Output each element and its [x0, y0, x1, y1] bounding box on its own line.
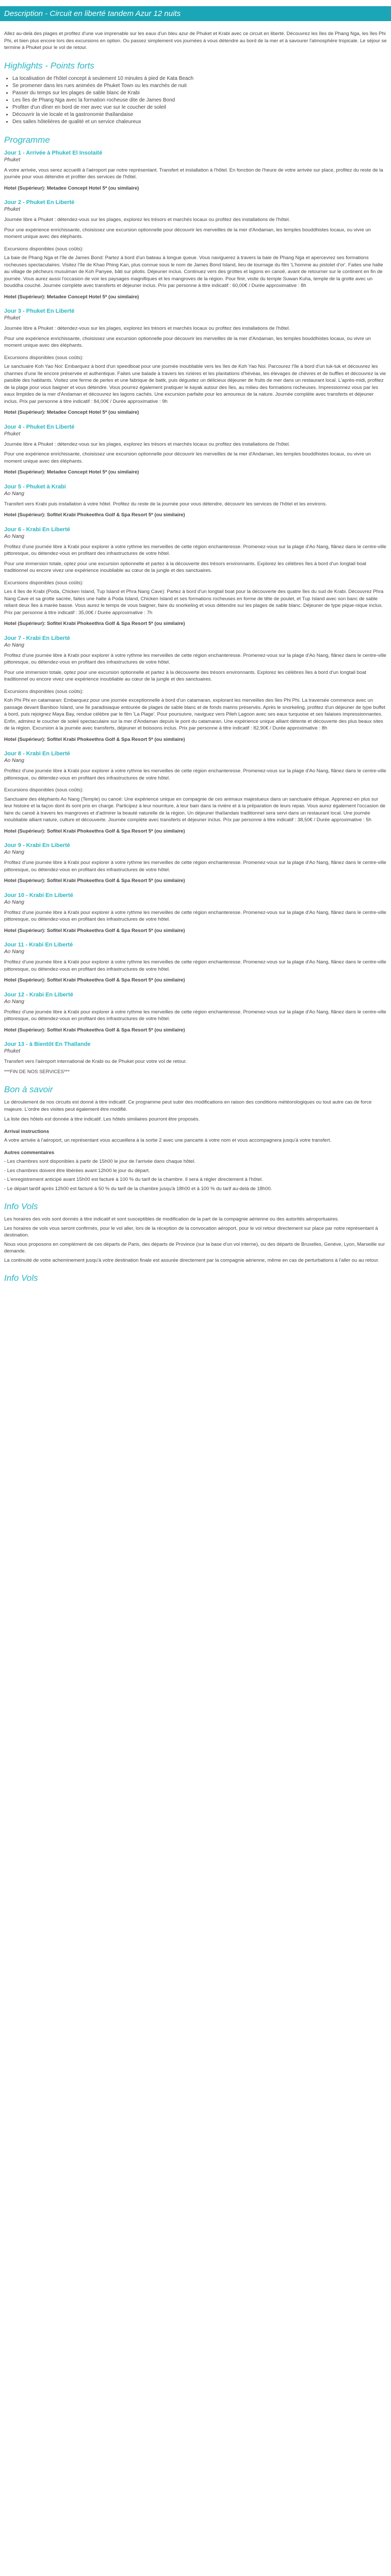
- optional-excursion-text: Koh Phi Phi en catamaran: Embarquez pour une journée exceptionnelle à bord d'un catamaran, explorant les merveilles des îles Phi Phi. La traversée commence avec un passage devant Bamboo Island, une île paradisiaque entourée de plages de sable blanc et de fonds marins préservés. Après le snorkeling, profitez d'un déjeuner de type buffet à bord, puis rejoignez Maya Bay, rendue célèbre par le film 'La Plage'. Pour poursuivre, naviguez vers Pileh Lagoon avec ses eaux turquoise et ses falaises impressionnantes. Enfin, admirez le coucher de soleil spectaculaire sur la mer d'Andaman depuis le pont du catamaran. Une expérience unique alliant détente et découverte des plus beaux sites de la région. Excursion à la journée avec transferts, déjeuner et boissons inclus. Prix par personne à titre indicatif : 82,90€ / Durée approximative : 8h: [4, 698, 385, 731]
- optional-excursions-heading: Excursions disponibles (sous coûts):: [4, 246, 84, 252]
- day-location: Ao Nang: [4, 490, 24, 497]
- hotel-line: Hotel (Supérieur): Sofitel Krabi Phokeethra Golf & Spa Resort 5* (ou similaire): [4, 878, 185, 884]
- info-vols-body: [4, 1216, 387, 1264]
- hotel-line: Hotel (Supérieur): Metadee Concept Hotel 5* (ou similaire): [4, 185, 139, 191]
- hotel-line: Hotel (Supérieur): Sofitel Krabi Phokeethra Golf & Spa Resort 5* (ou similaire): [4, 621, 185, 626]
- day-paragraph: Pour une immersion totale, optez pour une excursion optionnelle et partez à la découverte des trésors environnants. Explorez les célèbres îles à bord d'un longtail boat traditionnel ou encore vivez une expérience inoubliable au cœur de la jungle et des sanctuaires.: [4, 669, 367, 682]
- info-vols-heading: Info Vols: [4, 1201, 38, 1211]
- day-paragraph: Profitez d'une journée libre à Krabi pour explorer à votre rythme les merveilles de cette région enchanteresse. Promenez-vous sur la plage d'Ao Nang, flânez dans le centre-ville pittoresque, ou détendez-vous en profitant des infrastructures de votre hôtel.: [4, 959, 386, 972]
- highlight-item: • Les îles de Phang Nga avec la formation rocheuse dite de James Bond: [12, 97, 387, 104]
- day-location: Ao Nang: [4, 899, 24, 905]
- day-paragraph: Profitez d'une journée libre à Krabi pour explorer à votre rythme les merveilles de cette région enchanteresse. Promenez-vous sur la plage d'Ao Nang, flânez dans le centre-ville pittoresque, ou détendez-vous en profitant des infrastructures de votre hôtel.: [4, 1009, 386, 1022]
- good-to-know-paragraph: La liste des hôtels est donnée à titre indicatif. Les hôtels similaires pourront être proposés.: [4, 1116, 200, 1122]
- highlights-list: [4, 75, 387, 126]
- day-paragraph: Journée libre à Phuket : détendez-vous sur les plages, explorez les trésors et marchés locaux ou profitez des installations de l'hôtel.: [4, 326, 290, 331]
- hotel-line: Hotel (Supérieur): Sofitel Krabi Phokeethra Golf & Spa Resort 5* (ou similaire): [4, 512, 185, 518]
- highlight-item: • Des salles hôtelières de qualité et un service chaleureux: [12, 118, 387, 126]
- day-paragraph: ***FIN DE NOS SERVICES***: [4, 1069, 70, 1075]
- good-to-know-heading: Bon à savoir: [4, 1084, 53, 1094]
- other-comment-item: - L'enregistrement anticipé avant 15h00 est facturé à 100 % du tarif de la chambre. Il sera à régler directement à l'hôtel.: [4, 1177, 263, 1182]
- info-vols-paragraph: La continuité de votre acheminement jusqu'à votre destination finale est assurée directement par la compagnie aérienne, même en cas de perturbations à l'aller ou au retour.: [4, 1257, 380, 1263]
- day-paragraph: A votre arrivée, vous serez accueilli à l'aéroport par notre représentant. Transfert et installation à l'hôtel. En fonction de l'heure de votre arrivée sur place, profitez du reste de la journée pour vous détendre et profiter des services de l'hôtel.: [4, 167, 383, 180]
- day-paragraph: Transfert vers l'aéroport international de Krabi ou de Phuket pour votre vol de retour.: [4, 1059, 187, 1064]
- day-paragraph: Pour une expérience enrichissante, choisissez une excursion optionnelle pour découvrir les merveilles de la mer d'Andaman, les temples bouddhistes locaux, ou vivre un moment unique avec des éléphants.: [4, 335, 371, 348]
- hotel-line: Hotel (Supérieur): Sofitel Krabi Phokeethra Golf & Spa Resort 5* (ou similaire): [4, 977, 185, 983]
- day-block: [4, 1041, 387, 1075]
- hotel-line: Hotel (Supérieur): Sofitel Krabi Phokeethra Golf & Spa Resort 5* (ou similaire): [4, 1027, 185, 1033]
- day-paragraph: Pour une expérience enrichissante, choisissez une excursion optionnelle pour découvrir les merveilles de la mer d'Andaman, les temples bouddhistes locaux, ou vivre un moment unique avec des éléphants.: [4, 227, 371, 240]
- day-title: Jour 13 - à Bientôt En Thaïlande: [4, 1041, 91, 1047]
- day-title: Jour 4 - Phuket En Liberté: [4, 423, 75, 430]
- optional-excursions-heading: Excursions disponibles (sous coûts):: [4, 787, 84, 793]
- other-comment-item: - Les chambres sont disponibles à partir de 15h00 le jour de l'arrivée dans chaque hôtel.: [4, 1159, 196, 1164]
- optional-excursions-heading: Excursions disponibles (sous coûts):: [4, 354, 84, 361]
- highlight-item: • Découvrir la vie locale et la gastronomie thaïlandaise: [12, 111, 387, 118]
- day-block: [4, 750, 387, 835]
- info-vols-heading-2: Info Vols: [4, 1273, 38, 1283]
- day-block: [4, 423, 387, 476]
- day-location: Ao Nang: [4, 949, 24, 955]
- day-block: [4, 892, 387, 935]
- day-location: Phuket: [4, 315, 21, 321]
- optional-excursion-text: Les 4 îles de Krabi (Poda, Chicken Island, Tup Island et Phra Nang Cave): Partez à bord d'un longtail boat pour la découverte des quatre îles du sud de Krabi. Découvrez Phra Nang Cave et sa grotte sacrée, faites une halte à Poda Island, Chicken Island et ses formations rocheuses en forme de tête de poulet, et Tup Island avec son banc de sable reliant deux îles à marée basse. Vous aurez le temps de vous baigner, faire du snorkeling et vous détendre sur les plages de sable blanc. Déjeuner de type pique-nique inclus. Prix par personne à titre indicatif : 35,00€ / Durée approximative : 7h: [4, 589, 384, 616]
- good-to-know-body: [4, 1099, 387, 1123]
- day-paragraph: Pour une expérience enrichissante, choisissez une excursion optionnelle pour découvrir les merveilles de la mer d'Andaman, les temples bouddhistes locaux, ou vivre un moment unique avec des éléphants.: [4, 451, 371, 464]
- arrival-body: [4, 1137, 387, 1144]
- day-title: Jour 3 - Phuket En Liberté: [4, 308, 75, 314]
- hotel-line: Hotel (Supérieur): Sofitel Krabi Phokeethra Golf & Spa Resort 5* (ou similaire): [4, 927, 185, 934]
- day-block: [4, 149, 387, 192]
- day-block: [4, 308, 387, 416]
- good-to-know-paragraph: Le déroulement de nos circuits est donné à titre indicatif. Ce programme peut subir des modifications en raison des conditions météorologiques ou tout autre cas de force majeure. L'ordre des visites peut également être modifié.: [4, 1099, 372, 1112]
- highlight-item: • La localisation de l'hôtel concept à seulement 10 minutes à pied de Kata Beach: [12, 75, 387, 82]
- day-paragraph: Journée libre à Phuket : détendez-vous sur les plages, explorez les trésors et marchés locaux ou profitez des installations de l'hôtel.: [4, 217, 290, 223]
- intro-text: Allez au-delà des plages et profitez d'une vue imprenable sur les eaux d'un bleu azur de Phuket et Krabi avec ce circuit en liberté. Découvrez les îles de Phang Nga, les îles Phi Phi, et bien plus encore lors des excursions en option. Ou passez simplement vos journées à vous détendre au bord de la mer et à savourer l'atmosphère tropicale. Le séjour se termine à Phuket pour le vol de retour.: [4, 31, 387, 50]
- other-comments-body: [4, 1158, 387, 1192]
- day-location: Phuket: [4, 157, 21, 163]
- day-title: Jour 8 - Krabi En Liberté: [4, 751, 70, 757]
- hotel-line: Hotel (Supérieur): Sofitel Krabi Phokeethra Golf & Spa Resort 5* (ou similaire): [4, 736, 185, 742]
- other-comment-item: - Le départ tardif après 12h00 est facturé à 50 % du tarif de la chambre jusqu'à 18h00 et à 100 % du tarif au-delà de 18h00.: [4, 1185, 272, 1192]
- info-vols-paragraph: Nous vous proposons en complément de ces départs de Paris, des départs de Province (sur la base d'un vol interne), ou des départs de Bruxelles, Genève, Lyon, Marseille sur demande.: [4, 1241, 385, 1254]
- day-block: [4, 199, 387, 300]
- day-title: Jour 2 - Phuket En Liberté: [4, 199, 75, 206]
- optional-excursions-heading: Excursions disponibles (sous coûts):: [4, 688, 84, 694]
- info-vols-paragraph: Les horaires de vols vous seront confirmés, pour le vol aller, lors de la réception de la convocation aéroport, pour le vol retour directement sur place par notre représentant à destination.: [4, 1225, 378, 1238]
- day-paragraph: Profitez d'une journée libre à Krabi pour explorer à votre rythme les merveilles de cette région enchanteresse. Promenez-vous sur la plage d'Ao Nang, flânez dans le centre-ville pittoresque, ou détendez-vous en profitant des infrastructures de votre hôtel.: [4, 909, 386, 922]
- day-location: Ao Nang: [4, 758, 24, 764]
- optional-excursion-text: La baie de Phang Nga et l'île de James Bond: Partez à bord d'un bateau à longue queue. Vous naviguerez à travers la baie de Phang Nga et apercevrez ses formations rocheuses spectaculaires. Visitez l'île de Khao Phing Kan, plus connue sous le nom de James Bond Island, lieu de tournage du film 'L'homme au pistolet d'or'. Faites une halte au village de pêcheurs musulman de Koh Panyee, bâti sur pilotis. Déjeuner inclus. Continuez vers des grottes et lagons en canoë, avant de retourner sur le continent en fin de journée. Vous aurez aussi l'occasion de voir les paysages magnifiques et les mangroves de la région. Pour finir, visite du temple Suwan Kuha, temple de la grotte avec un bouddha couché. Journée complète avec transferts et déjeuner inclus. Prix par personne à titre indicatif : 60,00€ / Durée approximative : 8h: [4, 255, 383, 289]
- program-days: [4, 149, 387, 1076]
- highlight-item: • Passer du temps sur les plages de sable blanc de Krabi: [12, 90, 387, 97]
- day-paragraph: Transfert vers Krabi puis installation à votre hôtel. Profitez du reste de la journée pour vous détendre, découvrir les services de l'hôtel et les environs.: [4, 501, 327, 507]
- day-paragraph: Journée libre à Phuket : détendez-vous sur les plages, explorez les trésors et marchés locaux ou profitez des installations de l'hôtel.: [4, 441, 290, 447]
- highlights-heading: Highlights - Points forts: [4, 60, 94, 71]
- day-title: Jour 11 - Krabi En Liberté: [4, 942, 73, 948]
- hotel-line: Hotel (Supérieur): Metadee Concept Hotel 5* (ou similaire): [4, 410, 139, 415]
- highlight-item: • Se promener dans les rues animées de Phuket Town ou les marchés de nuit: [12, 82, 387, 90]
- arrival-paragraph: A votre arrivée à l'aéroport, un représentant vous accueillera à la sortie 2 avec une pancarte à votre nom et vous accompagnera jusqu'à votre transfert.: [4, 1138, 332, 1143]
- day-block: [4, 991, 387, 1034]
- day-location: Phuket: [4, 1048, 21, 1054]
- day-paragraph: Profitez d'une journée libre à Krabi pour explorer à votre rythme les merveilles de cette région enchanteresse. Promenez-vous sur la plage d'Ao Nang, flânez dans le centre-ville pittoresque, ou détendez-vous en profitant des infrastructures de votre hôtel.: [4, 544, 386, 556]
- day-paragraph: Profitez d'une journée libre à Krabi pour explorer à votre rythme les merveilles de cette région enchanteresse. Promenez-vous sur la plage d'Ao Nang, flânez dans le centre-ville pittoresque, ou détendez-vous en profitant des infrastructures de votre hôtel.: [4, 768, 386, 781]
- optional-excursion-text: Le sanctuaire Koh Yao Noi: Embarquez à bord d'un speedboat pour une journée inoubliable vers les îles de Koh Yao Noi. Parcourez l'île à bord d'un tuk-tuk et découvrez les charmes d'une île encore préservée et authentique. Faites une balade à travers les rizières et les plantations d'hévéas, les élevages de chèvres et de buffles et découvrez la vie paisible des habitants. Visitez une ferme de perles et une fabrique de batik, puis dégustez un délicieux déjeuner de fruits de mer dans un restaurant local. L'après-midi, profitez de la plage pour vous baigner et vous détendre. Vous pourrez également pratiquer le kayak autour des îles, au milieu des formations rocheuses. Impressionnez vous par les eaux limpides de la mer d'Andaman et découvrez les lagons cachés. Une excursion parfaite pour les amoureux de la nature. Journée complète avec transferts et déjeuner inclus. Prix par personne à titre indicatif : 84,00€ / Durée approximative : 9h: [4, 364, 386, 404]
- day-title: Jour 5 - Phuket à Krabi: [4, 483, 66, 490]
- optional-excursions-heading: Excursions disponibles (sous coûts):: [4, 580, 84, 586]
- day-paragraph: Pour une immersion totale, optez pour une excursion optionnelle et partez à la découverte des trésors environnants. Explorez les célèbres îles à bord d'un longtail boat traditionnel ou encore vivez une expérience inoubliable au cœur de la jungle et des sanctuaires.: [4, 561, 367, 573]
- day-location: Ao Nang: [4, 533, 24, 539]
- day-block: [4, 941, 387, 984]
- info-vols-paragraph: Les horaires des vols sont donnés à titre indicatif et sont susceptibles de modification de la part de la compagnie aérienne ou des autorités aéroportuaires.: [4, 1216, 339, 1222]
- day-title: Jour 6 - Krabi En Liberté: [4, 526, 70, 533]
- page-title: Description - Circuit en liberté tandem Azur 12 nuits: [0, 6, 391, 21]
- optional-excursion-text: Sanctuaire des éléphants Ao Nang (Temple) ou canoë: Une expérience unique en compagnie de ces animaux majestueux dans un sanctuaire éthique. Apprenez-en plus sur leur histoire et la façon dont ils sont pris en charge. Participez à leur nourriture, à leur bain dans la rivière et à la préparation de leurs repas. Vous aurez également l'occasion de faire du canoë à travers les mangroves et d'admirer la beauté naturelle de la région. Un déjeuner thaïlandais traditionnel sera servi dans un restaurant local. Une journée inoubliable alliant nature, culture et découverte. Journée complète avec transferts et déjeuner inclus. Prix par personne à titre indicatif : 38,50€ / Durée approximative : 5h: [4, 796, 386, 823]
- other-comment-item: - Les chambres doivent être libérées avant 12h00 le jour du départ.: [4, 1167, 150, 1174]
- day-title: Jour 9 - Krabi En Liberté: [4, 842, 70, 849]
- highlight-item: • Profiter d'un dîner en bord de mer avec vue sur le coucher de soleil: [12, 104, 387, 111]
- day-paragraph: Profitez d'une journée libre à Krabi pour explorer à votre rythme les merveilles de cette région enchanteresse. Promenez-vous sur la plage d'Ao Nang, flânez dans le centre-ville pittoresque, ou détendez-vous en profitant des infrastructures de votre hôtel.: [4, 860, 386, 873]
- day-title: Jour 7 - Krabi En Liberté: [4, 635, 70, 641]
- day-location: Phuket: [4, 431, 21, 437]
- day-location: Phuket: [4, 207, 21, 212]
- arrival-heading: Arrival instructions: [4, 1128, 50, 1134]
- day-block: [4, 483, 387, 519]
- day-location: Ao Nang: [4, 850, 24, 855]
- day-title: Jour 1 - Arrivée à Phuket El Insolaité: [4, 149, 103, 156]
- day-location: Ao Nang: [4, 998, 24, 1005]
- day-location: Ao Nang: [4, 642, 24, 648]
- day-block: [4, 842, 387, 885]
- hotel-line: Hotel (Supérieur): Sofitel Krabi Phokeethra Golf & Spa Resort 5* (ou similaire): [4, 828, 185, 834]
- page: [0, 6, 391, 1298]
- hotel-line: Hotel (Supérieur): Metadee Concept Hotel 5* (ou similaire): [4, 469, 139, 475]
- day-block: [4, 526, 387, 628]
- content: [0, 30, 391, 1283]
- hotel-line: Hotel (Supérieur): Metadee Concept Hotel 5* (ou similaire): [4, 294, 139, 300]
- day-title: Jour 12 - Krabi En Liberté: [4, 991, 73, 998]
- program-heading: Programme: [4, 134, 50, 145]
- day-paragraph: Profitez d'une journée libre à Krabi pour explorer à votre rythme les merveilles de cette région enchanteresse. Promenez-vous sur la plage d'Ao Nang, flânez dans le centre-ville pittoresque, ou détendez-vous en profitant des infrastructures de votre hôtel.: [4, 652, 386, 665]
- day-title: Jour 10 - Krabi En Liberté: [4, 892, 73, 899]
- other-comments-heading: Autres commentaires: [4, 1149, 55, 1156]
- day-block: [4, 635, 387, 743]
